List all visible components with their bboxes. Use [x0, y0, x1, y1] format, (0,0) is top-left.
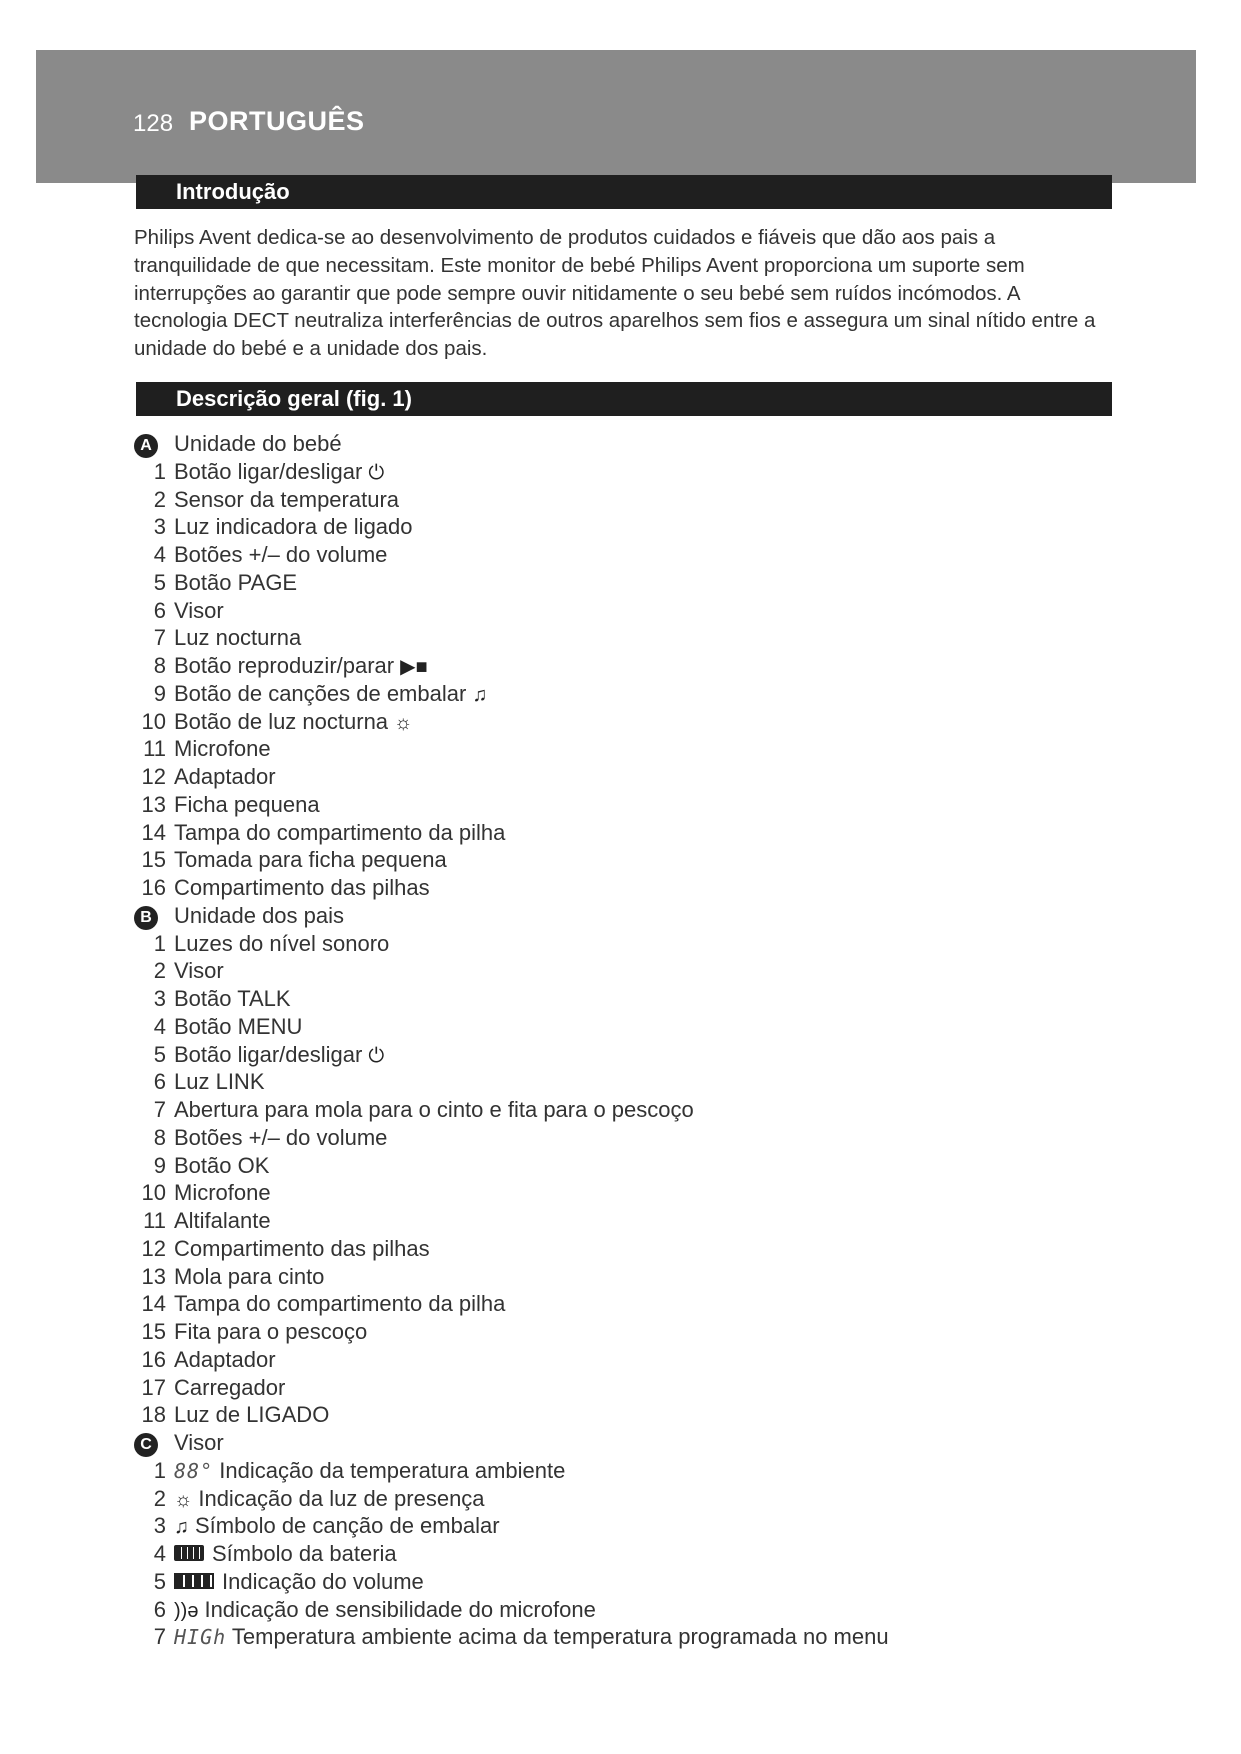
list-item: [132, 874, 1132, 902]
list-item: [132, 569, 1132, 597]
item-text: Luz nocturna: [174, 625, 302, 651]
item-number: 5: [153, 569, 166, 595]
item-number: 13: [141, 1263, 166, 1289]
item-text: Tomada para ficha pequena: [174, 847, 447, 873]
item-number: 13: [141, 791, 166, 817]
item-number: 3: [153, 986, 166, 1011]
item-number: 1: [153, 1457, 166, 1483]
item-number: 5: [153, 1041, 166, 1067]
item-number: 3: [153, 514, 166, 540]
header-band: [36, 50, 1196, 183]
item-text: Indicação do volume: [222, 1568, 424, 1594]
item-text: Símbolo de canção de embalar: [195, 1513, 500, 1539]
item-text: Botão OK: [174, 1152, 270, 1178]
list-item: [132, 791, 1132, 819]
item-number: 7: [153, 625, 166, 651]
intro-heading: Introdução: [136, 175, 1112, 209]
list-item: [132, 1485, 1132, 1513]
list-item: [132, 819, 1132, 847]
list-item: [132, 985, 1132, 1013]
item-text: Indicação da temperatura ambiente: [219, 1457, 566, 1483]
play-stop-icon: ▶■: [400, 656, 428, 678]
list-item: [132, 735, 1132, 763]
item-number: 12: [141, 1235, 166, 1261]
item-text: Botão PAGE: [174, 569, 298, 595]
item-number: 3: [153, 1513, 166, 1539]
group-c-heading: [132, 1429, 1132, 1457]
list-item: [132, 1096, 1132, 1124]
item-number: 18: [141, 1402, 166, 1428]
item-text: Altifalante: [174, 1208, 271, 1233]
item-text: Tampa do compartimento da pilha: [174, 819, 506, 845]
light-bulb-icon: ☼: [394, 711, 413, 734]
item-number: 2: [153, 1485, 166, 1511]
item-number: 8: [153, 653, 166, 678]
item-number: 10: [141, 1180, 166, 1206]
page-language: PORTUGUÊS: [189, 106, 365, 136]
list-item: [132, 1374, 1132, 1402]
item-number: 14: [141, 819, 166, 845]
list-item: [132, 1179, 1132, 1207]
item-text: Sensor da temperatura: [174, 486, 400, 512]
list-item: [132, 1235, 1132, 1263]
list-item: [132, 846, 1132, 874]
item-number: 7: [153, 1097, 166, 1122]
item-number: 16: [141, 1346, 166, 1372]
item-number: 12: [141, 764, 166, 789]
light-bulb-icon: ☼: [174, 1488, 193, 1511]
parts-list: [132, 430, 1132, 1651]
item-text: Botão TALK: [174, 986, 291, 1011]
list-item: [132, 1290, 1132, 1318]
item-text: Luzes do nível sonoro: [174, 930, 390, 956]
item-text: Botão reproduzir/parar: [174, 653, 395, 678]
list-item: [132, 486, 1132, 514]
temperature-digits-symbol: 88°: [174, 1458, 214, 1483]
item-text: Microfone: [174, 736, 271, 762]
list-item: [132, 1512, 1132, 1540]
item-text: Adaptador: [174, 1346, 276, 1372]
music-note-icon: ♫: [472, 683, 488, 706]
ear-icon: ))ə: [174, 1599, 199, 1622]
item-number: 11: [143, 736, 166, 762]
list-item: [132, 930, 1132, 958]
group-c-label: Visor: [174, 1430, 224, 1455]
item-number: 6: [153, 1069, 166, 1095]
item-number: 8: [153, 1124, 166, 1150]
item-number: 6: [153, 597, 166, 623]
list-item: [132, 763, 1132, 791]
list-item: [132, 1318, 1132, 1346]
item-number: 14: [141, 1291, 166, 1317]
list-item: [132, 458, 1132, 486]
item-text: Compartimento das pilhas: [174, 1235, 430, 1261]
list-item: [132, 513, 1132, 541]
item-text: Microfone: [174, 1180, 271, 1206]
item-number: 5: [153, 1568, 166, 1594]
item-text: Luz de LIGADO: [174, 1402, 330, 1428]
item-text: Visor: [174, 958, 224, 984]
list-item: [132, 1540, 1132, 1568]
list-item: [132, 1596, 1132, 1624]
item-number: 11: [143, 1208, 166, 1233]
item-text: Indicação da luz de presença: [198, 1485, 485, 1511]
item-text: Indicação de sensibilidade do microfone: [204, 1596, 596, 1622]
item-text: Fita para o pescoço: [174, 1319, 368, 1344]
list-item: [132, 957, 1132, 985]
group-letter-a: A: [134, 434, 158, 458]
item-text: Botão ligar/desligar: [174, 458, 363, 484]
item-text: Luz indicadora de ligado: [174, 514, 413, 540]
item-number: 9: [153, 680, 166, 706]
item-number: 4: [153, 542, 166, 567]
list-item: [132, 1152, 1132, 1180]
item-text: Botão MENU: [174, 1013, 303, 1039]
music-note-icon: ♫: [174, 1516, 189, 1539]
item-number: 16: [141, 875, 166, 900]
battery-icon: [174, 1545, 204, 1561]
group-b-label: Unidade dos pais: [174, 902, 345, 928]
item-text: Temperatura ambiente acima da temperatura programada no menu: [231, 1624, 889, 1650]
list-item: [132, 1346, 1132, 1374]
list-item: [132, 680, 1132, 708]
list-item: [132, 541, 1132, 569]
item-text: Mola para cinto: [174, 1263, 325, 1289]
item-text: Botão de canções de embalar: [174, 680, 467, 706]
high-digits-symbol: HIGh: [174, 1625, 227, 1650]
item-text: Carregador: [174, 1374, 286, 1400]
power-icon: ⏻: [368, 1044, 385, 1067]
list-item: [132, 652, 1132, 680]
item-text: Abertura para mola para o cinto e fita para o pescoço: [174, 1097, 694, 1122]
item-text: Botão ligar/desligar: [174, 1041, 363, 1067]
power-icon: ⏻: [368, 461, 385, 484]
item-text: Ficha pequena: [174, 791, 320, 817]
page-number: 128: [133, 110, 174, 137]
item-number: 2: [153, 958, 166, 984]
overview-heading: Descrição geral (fig. 1): [136, 382, 1112, 416]
group-b-heading: [132, 902, 1132, 930]
list-item: [132, 597, 1132, 625]
item-text: Adaptador: [174, 764, 276, 789]
list-item: [132, 1068, 1132, 1096]
intro-paragraph: Philips Avent dedica-se ao desenvolvimento de produtos cuidados e fiáveis que dão aos pais a tranquilidade de que necessitam. Este monitor de bebé Philips Avent proporciona um suporte sem interrupções ao garantir que pode sempre ouvir nitidamente o seu bebé sem ruídos incómodos. A tecnologia DECT neutraliza interferências de outros aparelhos sem fios e assegura um sinal nítido entre a unidade do bebé e a unidade dos pais.: [134, 226, 1096, 361]
item-text: Símbolo da bateria: [212, 1541, 397, 1566]
group-a-label: Unidade do bebé: [174, 431, 342, 456]
list-item: [132, 1124, 1132, 1152]
item-text: Botões +/– do volume: [174, 1124, 388, 1150]
item-text: Botões +/– do volume: [174, 542, 388, 567]
item-number: 15: [141, 847, 166, 873]
item-number: 1: [153, 930, 166, 956]
group-letter-c: C: [134, 1433, 158, 1457]
item-text: Tampa do compartimento da pilha: [174, 1291, 506, 1317]
list-item: [132, 1457, 1132, 1485]
item-text: Luz LINK: [174, 1069, 265, 1095]
list-item: [132, 1568, 1132, 1596]
item-number: 6: [153, 1596, 166, 1622]
item-number: 7: [153, 1624, 166, 1650]
item-number: 10: [141, 708, 166, 734]
item-number: 1: [153, 458, 166, 484]
list-item: [132, 1013, 1132, 1041]
item-number: 17: [141, 1374, 166, 1400]
list-item: [132, 1623, 1132, 1651]
item-text: Visor: [174, 597, 224, 623]
list-item: [132, 624, 1132, 652]
group-letter-b: B: [134, 906, 158, 930]
item-number: 4: [153, 1541, 166, 1566]
list-item: [132, 1263, 1132, 1291]
item-number: 4: [153, 1013, 166, 1039]
list-item: [132, 1401, 1132, 1429]
volume-bars-icon: [174, 1573, 214, 1589]
item-number: 9: [153, 1152, 166, 1178]
group-a-heading: [132, 430, 1132, 458]
item-number: 15: [141, 1319, 166, 1344]
list-item: [132, 1041, 1132, 1069]
list-item: [132, 708, 1132, 736]
item-text: Botão de luz nocturna: [174, 708, 389, 734]
item-text: Compartimento das pilhas: [174, 875, 430, 900]
list-item: [132, 1207, 1132, 1235]
item-number: 2: [153, 486, 166, 512]
